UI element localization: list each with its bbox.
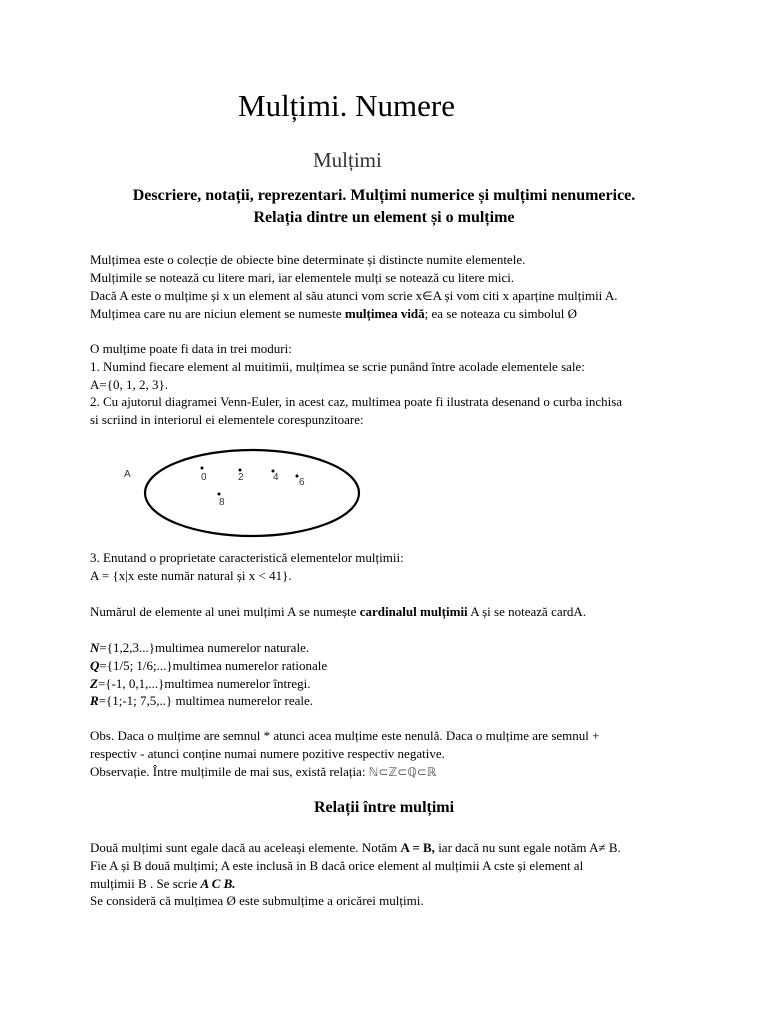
- venn-set-label: A: [124, 469, 131, 480]
- cardinal-term: cardinalul mulțimii: [359, 604, 468, 619]
- modes-line: 1. Numind fiecare element al muitimii, mulțimea se scrie punând între acolade elementele sale:: [90, 358, 585, 374]
- modes-paragraph: [90, 340, 690, 429]
- relations-paragraph: [90, 839, 690, 910]
- relations-line: Se consideră că mulțimea Ø este submulțime a oricărei mulțimi.: [90, 893, 424, 909]
- page-title: Mulțimi. Numere: [238, 88, 455, 123]
- equality-notation: A = B,: [400, 840, 435, 855]
- element-of-symbol: ∈: [422, 288, 433, 303]
- relations-line: Două mulțimi sunt egale dacă au aceleași elemente. Notăm A = B, iar dacă nu sunt egale notăm A≠ B.: [90, 840, 621, 855]
- empty-set-term: mulțimea vidă: [344, 306, 425, 322]
- property-line: 3. Enutand o proprietate caracteristică elementelor mulțimii:: [90, 550, 404, 565]
- venn-element: 6: [299, 477, 305, 488]
- modes-line: si scriind in interiorul ei elementele corespunzitoare:: [90, 412, 364, 428]
- venn-element: 0: [201, 472, 207, 483]
- relations-line: Fie A și B două mulțimi; A este inclusă in B dacă orice element al mulțimii A cste și element al: [90, 857, 584, 873]
- venn-diagram: [95, 443, 395, 541]
- observation-paragraph: [90, 727, 690, 781]
- subsection-heading-line1: Descriere, notații, reprezentari. Mulțimi numerice și mulțimi nenumerice.: [132, 187, 636, 204]
- subsection-heading-line2: Relația dintre un element și o mulțime: [253, 209, 515, 226]
- intro-line: Mulțimile se notează cu litere mari, iar elementele mulți se notează cu litere mici.: [90, 269, 515, 285]
- number-set-item: N={1,2,3...}multimea numerelor naturale.: [90, 640, 310, 655]
- observation-line: respectiv - atunci conține numai numere pozitive respectiv negative.: [90, 745, 445, 761]
- intro-line: Dacă A este o mulțime și x un element al său atunci vom scrie x∈A și vom citi x aparține mulțimii A.: [90, 287, 618, 303]
- venn-dot: [218, 493, 221, 496]
- modes-line: 2. Cu ajutorul diagramei Venn-Euler, in acest caz, multimea poate fi ilustrata desenand o curba inchisa: [90, 394, 623, 410]
- modes-line: O mulțime poate fi data in trei moduri:: [90, 341, 292, 356]
- section-title: Mulțimi: [313, 148, 382, 172]
- set-inclusion-chain: ℕ⊂ℤ⊂ℚ⊂ℝ: [368, 764, 437, 779]
- modes-line: A={0, 1, 2, 3}.: [90, 376, 168, 392]
- integer-numbers-symbol: Z: [90, 675, 98, 691]
- cardinal-paragraph: Numărul de elemente al unei mulțimi A se numește cardinalul mulțimii A și se notează cardA.: [90, 604, 587, 619]
- venn-element: 4: [273, 472, 279, 483]
- intro-paragraph: [90, 251, 690, 323]
- rational-numbers-symbol: Q: [90, 657, 100, 673]
- natural-numbers-symbol: N: [90, 640, 100, 655]
- intro-line: Mulțimea este o colecție de obiecte bine determinate și distincte numite elementele.: [90, 252, 526, 267]
- property-line: A = {x|x este număr natural și x < 41}.: [90, 567, 292, 583]
- number-set-item: Q={1/5; 1/6;...}multimea numerelor rationale: [90, 657, 328, 673]
- number-sets-list: [90, 639, 690, 710]
- number-set-item: Z={-1, 0,1,...}multimea numerelor întregi.: [90, 675, 311, 691]
- venn-dot: [201, 467, 204, 470]
- real-numbers-symbol: R: [90, 693, 99, 709]
- observation-line: Observație. Între mulțimile de mai sus, există relația: ℕ⊂ℤ⊂ℚ⊂ℝ: [90, 763, 437, 779]
- inclusion-notation: A C B.: [200, 875, 236, 891]
- relations-line: mulțimii B . Se scrie A C B.: [90, 875, 236, 891]
- observation-line: Obs. Daca o mulțime are semnul * atunci acea mulțime este nenulă. Daca o mulțime are semnul +: [90, 728, 600, 743]
- venn-ellipse: [145, 450, 359, 536]
- venn-element: 8: [219, 497, 225, 508]
- relations-heading: Relații între mulțimi: [313, 799, 455, 816]
- intro-line: Mulțimea care nu are niciun element se numeste mulțimea vidă; ea se noteaza cu simbolul Ø: [90, 306, 578, 322]
- number-set-item: R={1;-1; 7,5,..} multimea numerelor reale.: [90, 693, 314, 709]
- venn-element: 2: [238, 472, 244, 483]
- property-paragraph: [90, 549, 690, 585]
